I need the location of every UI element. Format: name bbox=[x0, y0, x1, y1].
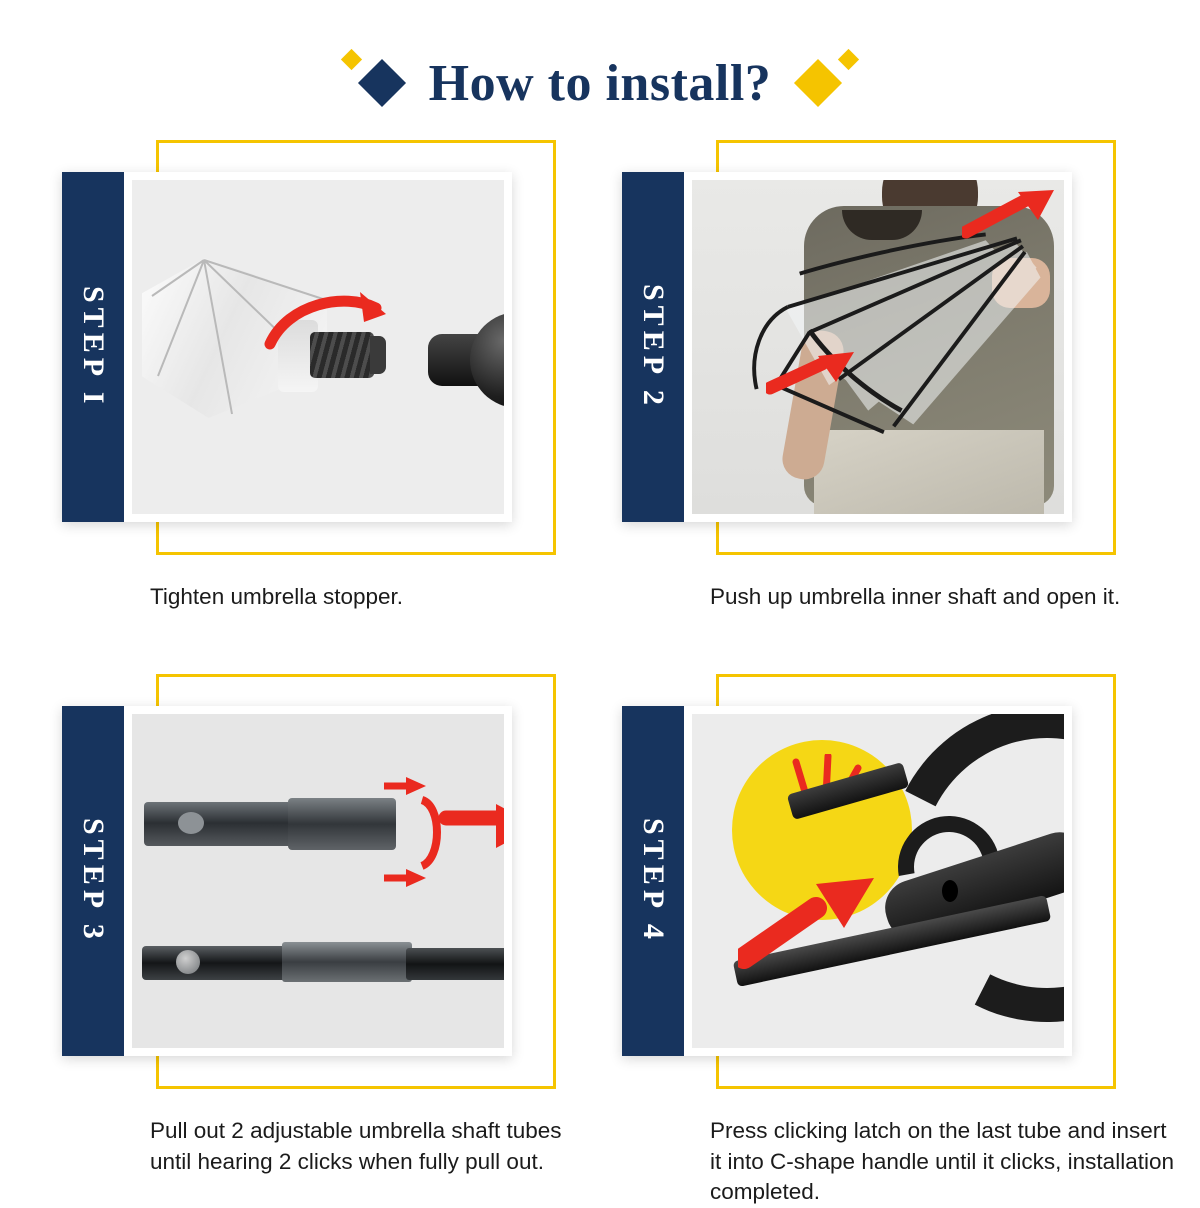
step-3-card bbox=[62, 706, 512, 1056]
lower-shaft-tube-c bbox=[406, 948, 504, 980]
step-2-label: STEP 2 bbox=[637, 284, 670, 410]
step-card-4 bbox=[600, 674, 1200, 1207]
upper-shaft-tube-inner bbox=[144, 802, 294, 846]
steps-grid bbox=[0, 140, 1200, 1208]
step-1-tab bbox=[62, 172, 124, 522]
upper-shaft-tube-outer bbox=[288, 798, 396, 850]
stopper-cap bbox=[428, 304, 504, 416]
gold-diamond-icon bbox=[794, 59, 842, 107]
insert-arrow-icon bbox=[738, 874, 878, 970]
step-1-frame bbox=[62, 140, 557, 560]
rotation-arrow-icon bbox=[264, 288, 394, 358]
step-4-tab bbox=[622, 706, 684, 1056]
steps-row-2 bbox=[0, 674, 1200, 1207]
step-4-frame bbox=[622, 674, 1117, 1094]
step-2-tab bbox=[622, 172, 684, 522]
header-decoration-right bbox=[801, 66, 856, 100]
step-card-1 bbox=[0, 140, 600, 612]
step-3-tab bbox=[62, 706, 124, 1056]
step-1-label: STEP I bbox=[77, 285, 110, 409]
lower-shaft-tube-a bbox=[142, 946, 292, 980]
step-2-frame bbox=[622, 140, 1117, 560]
step-4-card bbox=[622, 706, 1072, 1056]
step-2-card bbox=[622, 172, 1072, 522]
step-4-caption: Press clicking latch on the last tube and insert it into C-shape handle until it clicks, installation completed. bbox=[710, 1118, 1174, 1205]
pull-out-arrows-icon bbox=[384, 774, 504, 892]
step-1-image bbox=[132, 180, 504, 514]
gold-diamond-icon bbox=[838, 49, 859, 70]
gold-diamond-icon bbox=[341, 49, 362, 70]
step-3-image bbox=[132, 714, 504, 1048]
push-up-arrow-icon bbox=[962, 186, 1058, 244]
step-1-caption: Tighten umbrella stopper. bbox=[150, 584, 404, 609]
step-card-3 bbox=[0, 674, 600, 1207]
stopper-ball bbox=[470, 312, 504, 408]
step-2-caption: Push up umbrella inner shaft and open it. bbox=[710, 584, 1121, 609]
step-4-label: STEP 4 bbox=[637, 818, 670, 945]
step-card-2 bbox=[600, 140, 1200, 612]
step-3-frame bbox=[62, 674, 557, 1094]
lower-shaft-tube-b bbox=[282, 942, 412, 982]
step-3-caption: Pull out 2 adjustable umbrella shaft tubes until hearing 2 clicks when fully pull out. bbox=[150, 1118, 562, 1174]
step-1-card bbox=[62, 172, 512, 522]
steps-row-1 bbox=[0, 140, 1200, 612]
step-3-label: STEP 3 bbox=[77, 818, 110, 945]
push-direction-arrow-icon bbox=[766, 348, 858, 402]
header-decoration-left bbox=[344, 66, 399, 100]
page-title: How to install? bbox=[428, 54, 772, 112]
step-4-image bbox=[692, 714, 1064, 1048]
step-2-image bbox=[692, 180, 1064, 514]
page-header bbox=[0, 48, 1200, 118]
navy-diamond-icon bbox=[358, 59, 406, 107]
